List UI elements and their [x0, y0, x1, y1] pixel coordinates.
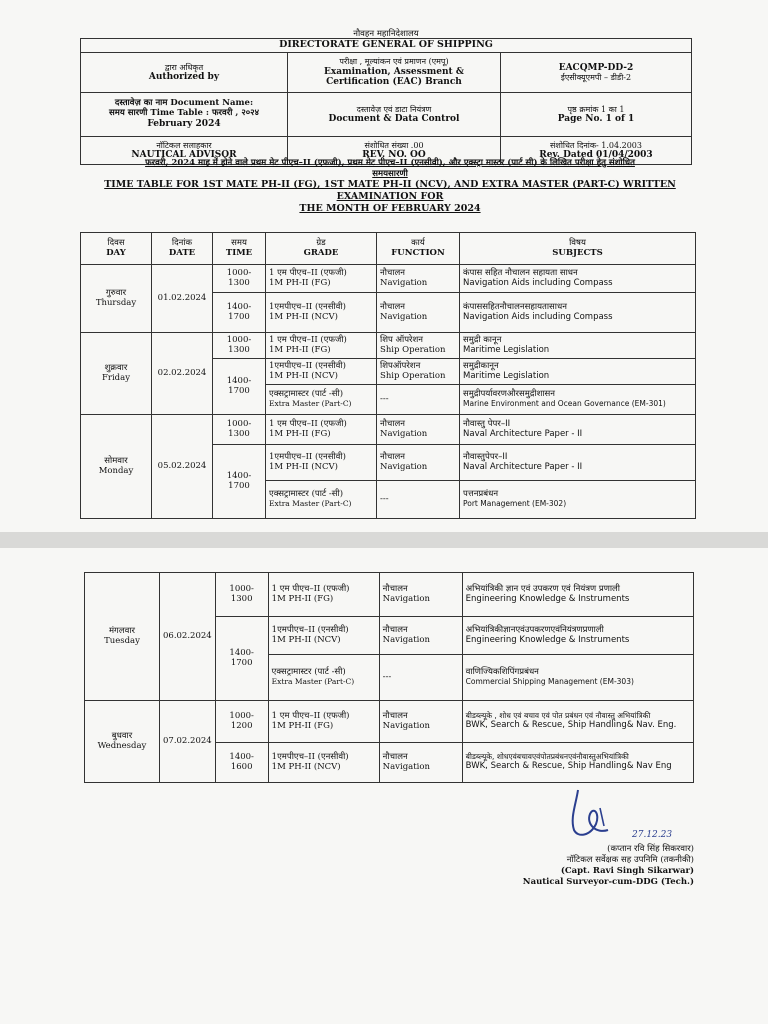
grade-cell — [266, 359, 377, 385]
grade-cell — [266, 481, 377, 519]
grade-english: 1M PH-II (FG) — [269, 344, 331, 355]
advisor-hindi: नॉटिकल सलाहकार — [156, 140, 212, 150]
subject-hindi: नौवास्तु पेपर–II — [463, 418, 511, 429]
time-cell: 1000-1300 — [215, 573, 268, 617]
function-hindi: नौचालन — [380, 301, 405, 312]
function-hindi: नौचालन — [382, 751, 408, 762]
subject-hindi: कंपास सहित नौचालन सहायता साधन — [463, 267, 578, 278]
timetable-part2 — [84, 572, 694, 783]
subject-cell — [460, 359, 696, 385]
control-english: Document & Data Control — [328, 113, 460, 124]
function-english: Ship Operation — [380, 370, 446, 381]
col-day — [81, 233, 152, 265]
subject-cell — [462, 743, 693, 783]
day-hindi: मंगलवार — [108, 625, 136, 636]
grade-hindi: 1 एम पीएच–II (एफजी) — [269, 267, 347, 278]
time-cell: 1000-1200 — [215, 701, 268, 743]
grade-hindi: एक्सट्रामास्टर (पार्ट -सी) — [269, 489, 344, 500]
subject-hindi: समुद्री कानून — [463, 334, 502, 345]
page-number-hindi: पृष्ठ क्रमांक 1 का 1 — [567, 104, 625, 114]
subject-cell — [462, 701, 693, 743]
function-cell — [379, 573, 462, 617]
grade-english: 1M PH-II (NCV) — [269, 370, 338, 381]
day-english: Wednesday — [97, 740, 147, 751]
grade-english: 1M PH-II (NCV) — [271, 634, 341, 645]
day-english: Tuesday — [104, 635, 140, 646]
subject-hindi: अभियांत्रिकी ज्ञान एवं उपकरण एवं नियंत्रण प्रणाली — [465, 583, 621, 594]
subject-english: Maritime Legislation — [463, 370, 550, 381]
col-date-english: DATE — [168, 247, 196, 258]
subject-hindi: अभियांत्रिकीज्ञानएवंउपकरणएवंनियंत्रणप्रणाली — [465, 624, 604, 635]
doc-code: EACQMP-DD-2 — [558, 62, 634, 73]
document-page-2 — [0, 548, 768, 1024]
col-day-english: DAY — [106, 247, 126, 258]
grade-cell — [266, 445, 377, 481]
page-number-cell — [501, 92, 692, 136]
signatory-name-hindi: (कप्तान रवि सिंह सिकरवार) — [607, 844, 694, 854]
grade-cell — [268, 701, 379, 743]
timetable-part1 — [80, 232, 696, 519]
subject-cell — [462, 655, 693, 701]
function-english: Navigation — [382, 634, 430, 645]
function-cell — [377, 445, 460, 481]
day-english: Thursday — [95, 297, 137, 308]
function-hindi: शिप ऑपरेशन — [380, 334, 424, 345]
subject-hindi: पत्तनप्रबंधन — [463, 489, 499, 500]
col-grade-hindi: ग्रेड — [316, 237, 326, 248]
col-day-hindi: दिवस — [107, 237, 125, 248]
subject-hindi: समुद्रीपर्यावरणऔरसमुद्रीशासन — [463, 389, 556, 400]
grade-hindi: 1एमपीएच–II (एनसीवी) — [269, 301, 346, 312]
subject-english: Navigation Aids including Compass — [463, 277, 613, 288]
subject-english: Engineering Knowledge & Instruments — [465, 593, 630, 604]
grade-cell — [268, 573, 379, 617]
day-english: Friday — [102, 372, 130, 383]
function-english: Ship Operation — [380, 344, 446, 355]
time-cell: 1000-1300 — [213, 415, 266, 445]
document-name-label: दस्तावेज़ का नाम Document Name: — [114, 98, 254, 109]
authorized-cell — [81, 52, 288, 92]
timetable-line: समय सारणी Time Table : फरवरी , २०२४ — [108, 108, 259, 119]
table-row — [85, 573, 694, 617]
function-cell — [377, 359, 460, 385]
org-name-hindi: नौवहन महानिदेशालय — [353, 29, 419, 39]
grade-hindi: 1 एम पीएच–II (एफजी) — [271, 583, 350, 594]
doc-code-hindi: ईएसीक्यूएमपी – डीडी-2 — [560, 73, 632, 82]
grade-hindi: 1एमपीएच–II (एनसीवी) — [271, 751, 349, 762]
function-hindi: नौचालन — [380, 418, 405, 429]
date-cell: 02.02.2024 — [152, 333, 213, 415]
function-cell: --- — [379, 655, 462, 701]
date-cell: 07.02.2024 — [160, 701, 216, 783]
grade-cell — [268, 655, 379, 701]
function-hindi: शिपऑपरेशन — [380, 360, 421, 371]
subject-english: Marine Environment and Ocean Governance (EM-301) — [463, 399, 666, 409]
authorized-hindi: द्वारा अधिकृत — [164, 62, 204, 72]
function-english: Navigation — [382, 761, 430, 772]
grade-english: Extra Master (Part-C) — [269, 399, 352, 409]
branch-hindi: परीक्षा , मूल्यांकन एवं प्रमाणन (एमपू) — [339, 57, 449, 67]
grade-hindi: 1एमपीएच–II (एनसीवी) — [269, 451, 346, 462]
branch-english: Examination, Assessment & Certification (EAC) Branch — [324, 66, 464, 88]
title-english-line2: THE MONTH OF FEBRUARY 2024 — [299, 203, 481, 214]
function-cell — [377, 265, 460, 293]
signature-date: 27.12.23 — [632, 830, 673, 840]
org-name-english: DIRECTORATE GENERAL OF SHIPPING — [81, 39, 692, 53]
function-cell — [379, 701, 462, 743]
time-cell: 1400-1700 — [213, 293, 266, 333]
col-grade — [266, 233, 377, 265]
revision-date-english: Rev. Dated 01/04/2003 — [539, 149, 653, 160]
grade-hindi: एक्सट्रामास्टर (पार्ट -सी) — [271, 667, 346, 678]
subject-hindi: वाणिज्यिकशिपिंगप्रबंधन — [465, 667, 539, 678]
day-cell — [81, 333, 152, 415]
date-cell: 05.02.2024 — [152, 415, 213, 519]
subject-cell — [460, 265, 696, 293]
revision-date-hindi: संशोधित दिनांक- 1.04.2003 — [550, 140, 642, 150]
function-english: Navigation — [380, 277, 428, 288]
day-hindi: बुधवार — [111, 730, 133, 741]
col-subjects-english: SUBJECTS — [552, 247, 603, 258]
grade-cell — [266, 265, 377, 293]
function-english: Navigation — [382, 720, 430, 731]
subject-english: BWK, Search & Rescue, Ship Handling& Nav. Eng. — [465, 719, 677, 730]
subject-cell — [460, 333, 696, 359]
day-cell — [81, 415, 152, 519]
subject-english: Navigation Aids including Compass — [463, 311, 613, 322]
col-date-hindi: दिनांक — [171, 237, 193, 248]
grade-cell — [266, 333, 377, 359]
grade-hindi: एक्सट्रामास्टर (पार्ट -सी) — [269, 389, 344, 400]
function-english: Navigation — [380, 311, 428, 322]
function-cell — [377, 293, 460, 333]
title-english-line1: TIME TABLE FOR 1ST MATE PH-II (FG), 1ST MATE PH-II (NCV), AND EXTRA MASTER (PART-C) WRITTEN EXAMINATION FOR — [104, 179, 676, 203]
grade-english: 1M PH-II (FG) — [269, 428, 331, 439]
time-cell: 1000-1300 — [213, 333, 266, 359]
time-cell: 1400-1700 — [213, 445, 266, 519]
subject-cell — [460, 445, 696, 481]
control-cell — [288, 92, 501, 136]
table-row — [81, 415, 696, 445]
subject-english: Engineering Knowledge & Instruments — [465, 634, 630, 645]
grade-english: Extra Master (Part-C) — [271, 677, 355, 687]
signatory-block — [474, 844, 694, 888]
grade-english: 1M PH-II (NCV) — [269, 311, 338, 322]
signature-scribble — [560, 784, 630, 844]
day-hindi: गुरुवार — [105, 287, 127, 298]
grade-cell — [268, 617, 379, 655]
signatory-designation-hindi: नॉटिकल सर्वेक्षक सह उपनिमि (तकनीकी) — [566, 855, 694, 866]
subject-hindi: नौवास्तुपेपर–II — [463, 451, 508, 462]
control-hindi: दस्तावेज़ एवं डाटा नियंत्रण — [356, 104, 432, 114]
col-subjects-hindi: विषय — [569, 237, 586, 248]
date-cell: 06.02.2024 — [160, 573, 216, 701]
grade-hindi: 1 एम पीएच–II (एफजी) — [271, 710, 350, 721]
timetable-month: February 2024 — [147, 119, 221, 130]
function-hindi: नौचालन — [382, 710, 408, 721]
grade-english: 1M PH-II (NCV) — [271, 761, 341, 772]
day-cell — [81, 265, 152, 333]
subject-cell — [460, 415, 696, 445]
grade-english: 1M PH-II (FG) — [269, 277, 331, 288]
table-row — [85, 701, 694, 743]
doc-code-cell — [501, 52, 692, 92]
subject-cell — [462, 573, 693, 617]
subject-english: Naval Architecture Paper - II — [463, 461, 583, 472]
day-cell — [85, 573, 160, 701]
function-cell — [379, 743, 462, 783]
grade-hindi: 1 एम पीएच–II (एफजी) — [269, 418, 347, 429]
grade-english: Extra Master (Part-C) — [269, 499, 352, 509]
grade-cell — [266, 415, 377, 445]
branch-cell — [288, 52, 501, 92]
function-cell — [377, 333, 460, 359]
subject-cell — [460, 481, 696, 519]
subject-hindi: बीडब्ल्यूके , शोध एवं बचाव एवं पोत प्रबंधन एवं नौवास्तु अभियांत्रिकी — [465, 711, 651, 721]
function-cell — [379, 617, 462, 655]
revision-hindi: संशोधित संख्या .00 — [364, 140, 424, 150]
date-cell: 01.02.2024 — [152, 265, 213, 333]
signatory-designation-english: Nautical Surveyor-cum-DDG (Tech.) — [522, 877, 694, 888]
col-grade-english: GRADE — [303, 247, 339, 258]
subject-english: Maritime Legislation — [463, 344, 550, 355]
title-hindi-line1: फरवरी, 2024 माह में होने वाले प्रथम मेट पीएच–II (एफजी), प्रथम मेट पीएच–II (एनसीवी), और एक्स्ट्रा मास्टर (पार्ट सी) के लिखित परीक्षा हेतु संशोधित — [145, 158, 635, 168]
col-date — [152, 233, 213, 265]
col-time — [213, 233, 266, 265]
col-time-hindi: समय — [231, 237, 247, 248]
function-hindi: नौचालन — [382, 583, 408, 594]
col-time-english: TIME — [225, 247, 253, 258]
subject-english: Commercial Shipping Management (EM-303) — [465, 677, 634, 687]
function-cell: --- — [377, 385, 460, 415]
time-cell: 1400-1600 — [215, 743, 268, 783]
subject-english: Naval Architecture Paper - II — [463, 428, 583, 439]
grade-hindi: 1एमपीएच–II (एनसीवी) — [269, 360, 346, 371]
subject-cell — [460, 385, 696, 415]
grade-cell — [266, 293, 377, 333]
grade-english: 1M PH-II (NCV) — [269, 461, 338, 472]
col-subjects — [460, 233, 696, 265]
subject-cell — [460, 293, 696, 333]
table-row — [81, 265, 696, 293]
authorized-english: Authorized by — [148, 71, 220, 82]
subject-english: BWK, Search & Rescue, Ship Handling& Nav Eng — [465, 760, 672, 771]
signatory-name-english: (Capt. Ravi Singh Sikarwar) — [560, 866, 694, 877]
function-cell: --- — [377, 481, 460, 519]
document-title — [90, 158, 690, 215]
function-english: Navigation — [380, 428, 428, 439]
col-function-hindi: कार्य — [411, 237, 425, 248]
page-number-english: Page No. 1 of 1 — [557, 113, 635, 124]
time-cell: 1400-1700 — [213, 359, 266, 415]
title-hindi-line2: समयसारणी — [372, 168, 408, 179]
grade-cell — [268, 743, 379, 783]
grade-hindi: 1 एम पीएच–II (एफजी) — [269, 334, 347, 345]
day-english: Monday — [98, 465, 134, 476]
table-row — [81, 333, 696, 359]
grade-hindi: 1एमपीएच–II (एनसीवी) — [271, 624, 349, 635]
subject-cell — [462, 617, 693, 655]
grade-cell — [266, 385, 377, 415]
time-cell: 1400-1700 — [215, 617, 268, 701]
col-function — [377, 233, 460, 265]
function-cell — [377, 415, 460, 445]
grade-english: 1M PH-II (FG) — [271, 720, 334, 731]
subject-hindi: कंपाससहितनौचालनसहायतासाधन — [463, 301, 567, 312]
day-hindi: सोमवार — [104, 455, 128, 466]
col-function-english: FUNCTION — [391, 247, 445, 258]
grade-english: 1M PH-II (FG) — [271, 593, 334, 604]
subject-hindi: समुद्रीकानून — [463, 360, 499, 371]
function-hindi: नौचालन — [380, 267, 405, 278]
document-header-table — [80, 38, 692, 165]
function-english: Navigation — [380, 461, 428, 472]
day-hindi: शुक्रवार — [104, 362, 128, 373]
day-cell — [85, 701, 160, 783]
subject-english: Port Management (EM-302) — [463, 499, 567, 509]
time-cell: 1000-1300 — [213, 265, 266, 293]
function-hindi: नौचालन — [382, 624, 408, 635]
revision-english: REV. NO. OO — [362, 149, 426, 160]
subject-hindi: बीडब्ल्यूके, शोधएवंबचावएवंपोतप्रबंधनएवंनौवास्तुअभियांत्रिकी — [465, 752, 629, 762]
function-english: Navigation — [382, 593, 430, 604]
advisor-english: NAUTICAL ADVISOR — [131, 149, 237, 160]
function-hindi: नौचालन — [380, 451, 405, 462]
document-name-cell — [81, 92, 288, 136]
